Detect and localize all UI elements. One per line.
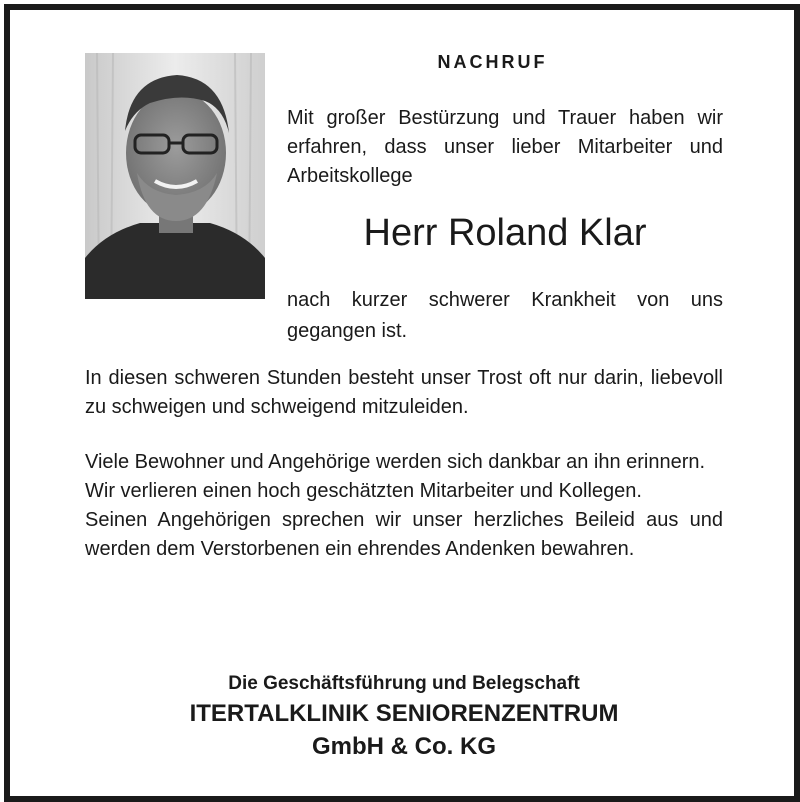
after-name-text: nach kurzer schwerer Krankheit von uns gegangen ist.: [287, 289, 723, 342]
signature-management: Die Geschäftsführung und Belegschaft: [228, 673, 580, 694]
paragraph-consolation: In diesen schweren Stunden besteht unser Trost oft nur darin, liebevoll zu schweigen und schweigend mitzuleiden.: [85, 367, 723, 418]
remembrance-line: Viele Bewohner und Angehörige werden sich dankbar an ihn erinnern.: [85, 451, 706, 473]
remembrance-line: Seinen Angehörigen sprechen wir unser herzliches Beileid aus und werden dem Verstorbenen ein ehrendes Andenken bewahren.: [85, 509, 723, 560]
remembrance-line: Wir verlieren einen hoch geschätzten Mitarbeiter und Kollegen.: [85, 480, 642, 502]
deceased-name: Herr Roland Klar: [363, 212, 647, 254]
paragraph-remembrance: [85, 448, 723, 564]
intro-text: Mit großer Bestürzung und Trauer haben wir erfahren, dass unser lieber Mitarbeiter und Arbeitskollege: [287, 107, 723, 187]
portrait-photo-icon: [85, 53, 265, 299]
signature-legal-form: GmbH & Co. KG: [312, 733, 496, 760]
obituary-notice: [4, 4, 800, 802]
portrait-photo: [85, 53, 265, 299]
notice-heading: NACHRUF: [437, 52, 548, 72]
signature-organization: ITERTALKLINIK SENIORENZENTRUM: [189, 700, 619, 727]
